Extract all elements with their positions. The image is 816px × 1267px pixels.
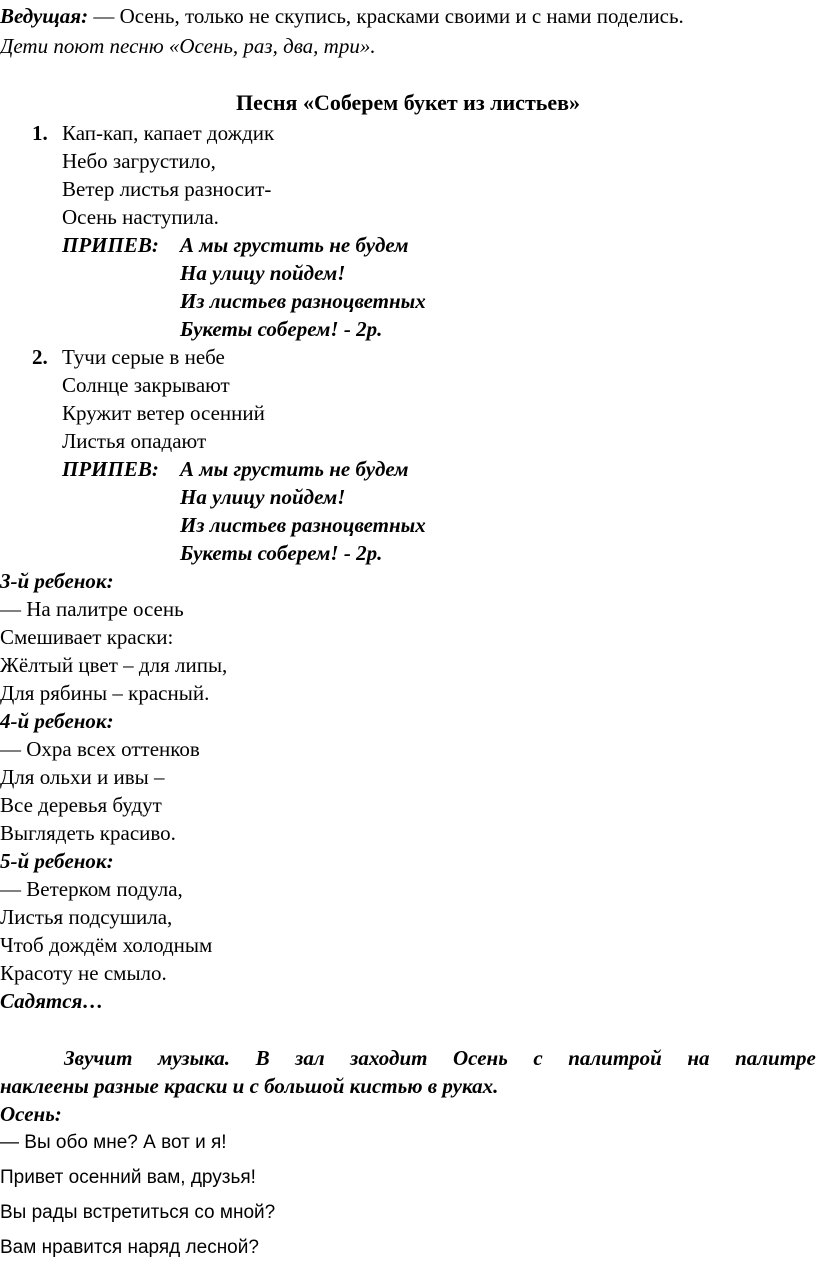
poem-line: — Ветерком подула, xyxy=(0,877,183,901)
word: В xyxy=(255,1046,270,1070)
word: музыка. xyxy=(157,1046,231,1070)
speaker-label: 4-й ребенок: xyxy=(0,709,114,733)
verse-number: 1. xyxy=(32,121,48,145)
verse-line: Ветер листья разносит- xyxy=(62,177,272,201)
poem-line: — На палитре осень xyxy=(0,597,184,621)
poem-line: — Охра всех оттенков xyxy=(0,737,200,761)
verse-line: Кружит ветер осенний xyxy=(62,401,265,425)
speaker-label: Осень: xyxy=(0,1102,62,1126)
word: заходит xyxy=(350,1046,428,1070)
poem-line: Привет осенний вам, друзья! xyxy=(0,1167,256,1188)
poem-line: Вы рады встретиться со мной? xyxy=(0,1202,276,1223)
stage-direction: Садятся… xyxy=(0,989,104,1013)
chorus-line: Из листьев разноцветных xyxy=(180,289,426,313)
poem-line: Вам нравится наряд лесной? xyxy=(0,1237,259,1258)
poem-line: Красоту не смыло. xyxy=(0,961,167,985)
word: Осень xyxy=(453,1046,508,1070)
speaker-label: 5-й ребенок: xyxy=(0,849,114,873)
poem-line: Чтоб дождём холодным xyxy=(0,933,213,957)
verse-line: Листья опадают xyxy=(62,429,207,453)
poem-line: Для ольхи и ивы – xyxy=(0,765,165,789)
stage-direction-justified xyxy=(64,1048,816,1069)
poem-line: Листья подсушила, xyxy=(0,905,173,929)
intro-line xyxy=(0,6,684,27)
chorus-line: Букеты соберем! - 2р. xyxy=(180,317,383,341)
chorus-line: Букеты соберем! - 2р. xyxy=(180,541,383,565)
word: с xyxy=(533,1046,543,1070)
song-title: Песня «Соберем букет из листьев» xyxy=(235,90,581,115)
verse-line: Солнце закрывают xyxy=(62,373,230,397)
word: палитрой xyxy=(568,1046,662,1070)
speaker-label: 3-й ребенок: xyxy=(0,569,114,593)
chorus-line: Из листьев разноцветных xyxy=(180,513,426,537)
verse-number: 2. xyxy=(32,345,48,369)
stage-direction: наклеены разные краски и с большой кистью в руках. xyxy=(0,1074,499,1098)
chorus-line: На улицу пойдем! xyxy=(180,485,346,509)
word: палитре xyxy=(735,1046,816,1070)
poem-line: Все деревья будут xyxy=(0,793,162,817)
chorus-label: ПРИПЕВ: xyxy=(62,457,159,481)
intro-text: — Осень, только не скупись, красками своими и с нами поделись. xyxy=(88,4,684,28)
chorus-label: ПРИПЕВ: xyxy=(62,233,159,257)
chorus-line: А мы грустить не будем xyxy=(180,457,409,481)
poem-line: — Вы обо мне? А вот и я! xyxy=(0,1132,227,1153)
verse-line: Осень наступила. xyxy=(62,205,219,229)
chorus-line: А мы грустить не будем xyxy=(180,233,409,257)
word: на xyxy=(687,1046,710,1070)
speaker-label: Ведущая: xyxy=(0,4,89,28)
verse-line: Небо загрустило, xyxy=(62,149,216,173)
verse-line: Тучи серые в небе xyxy=(62,345,225,369)
stage-direction: Дети поют песню «Осень, раз, два, три». xyxy=(0,34,376,58)
verse-line: Кап-кап, капает дождик xyxy=(62,121,275,145)
chorus-line: На улицу пойдем! xyxy=(180,261,346,285)
word: Звучит xyxy=(64,1046,133,1070)
poem-line: Жёлтый цвет – для липы, xyxy=(0,653,228,677)
poem-line: Для рябины – красный. xyxy=(0,681,210,705)
word: зал xyxy=(295,1046,325,1070)
poem-line: Смешивает краски: xyxy=(0,625,174,649)
poem-line: Выглядеть красиво. xyxy=(0,821,176,845)
